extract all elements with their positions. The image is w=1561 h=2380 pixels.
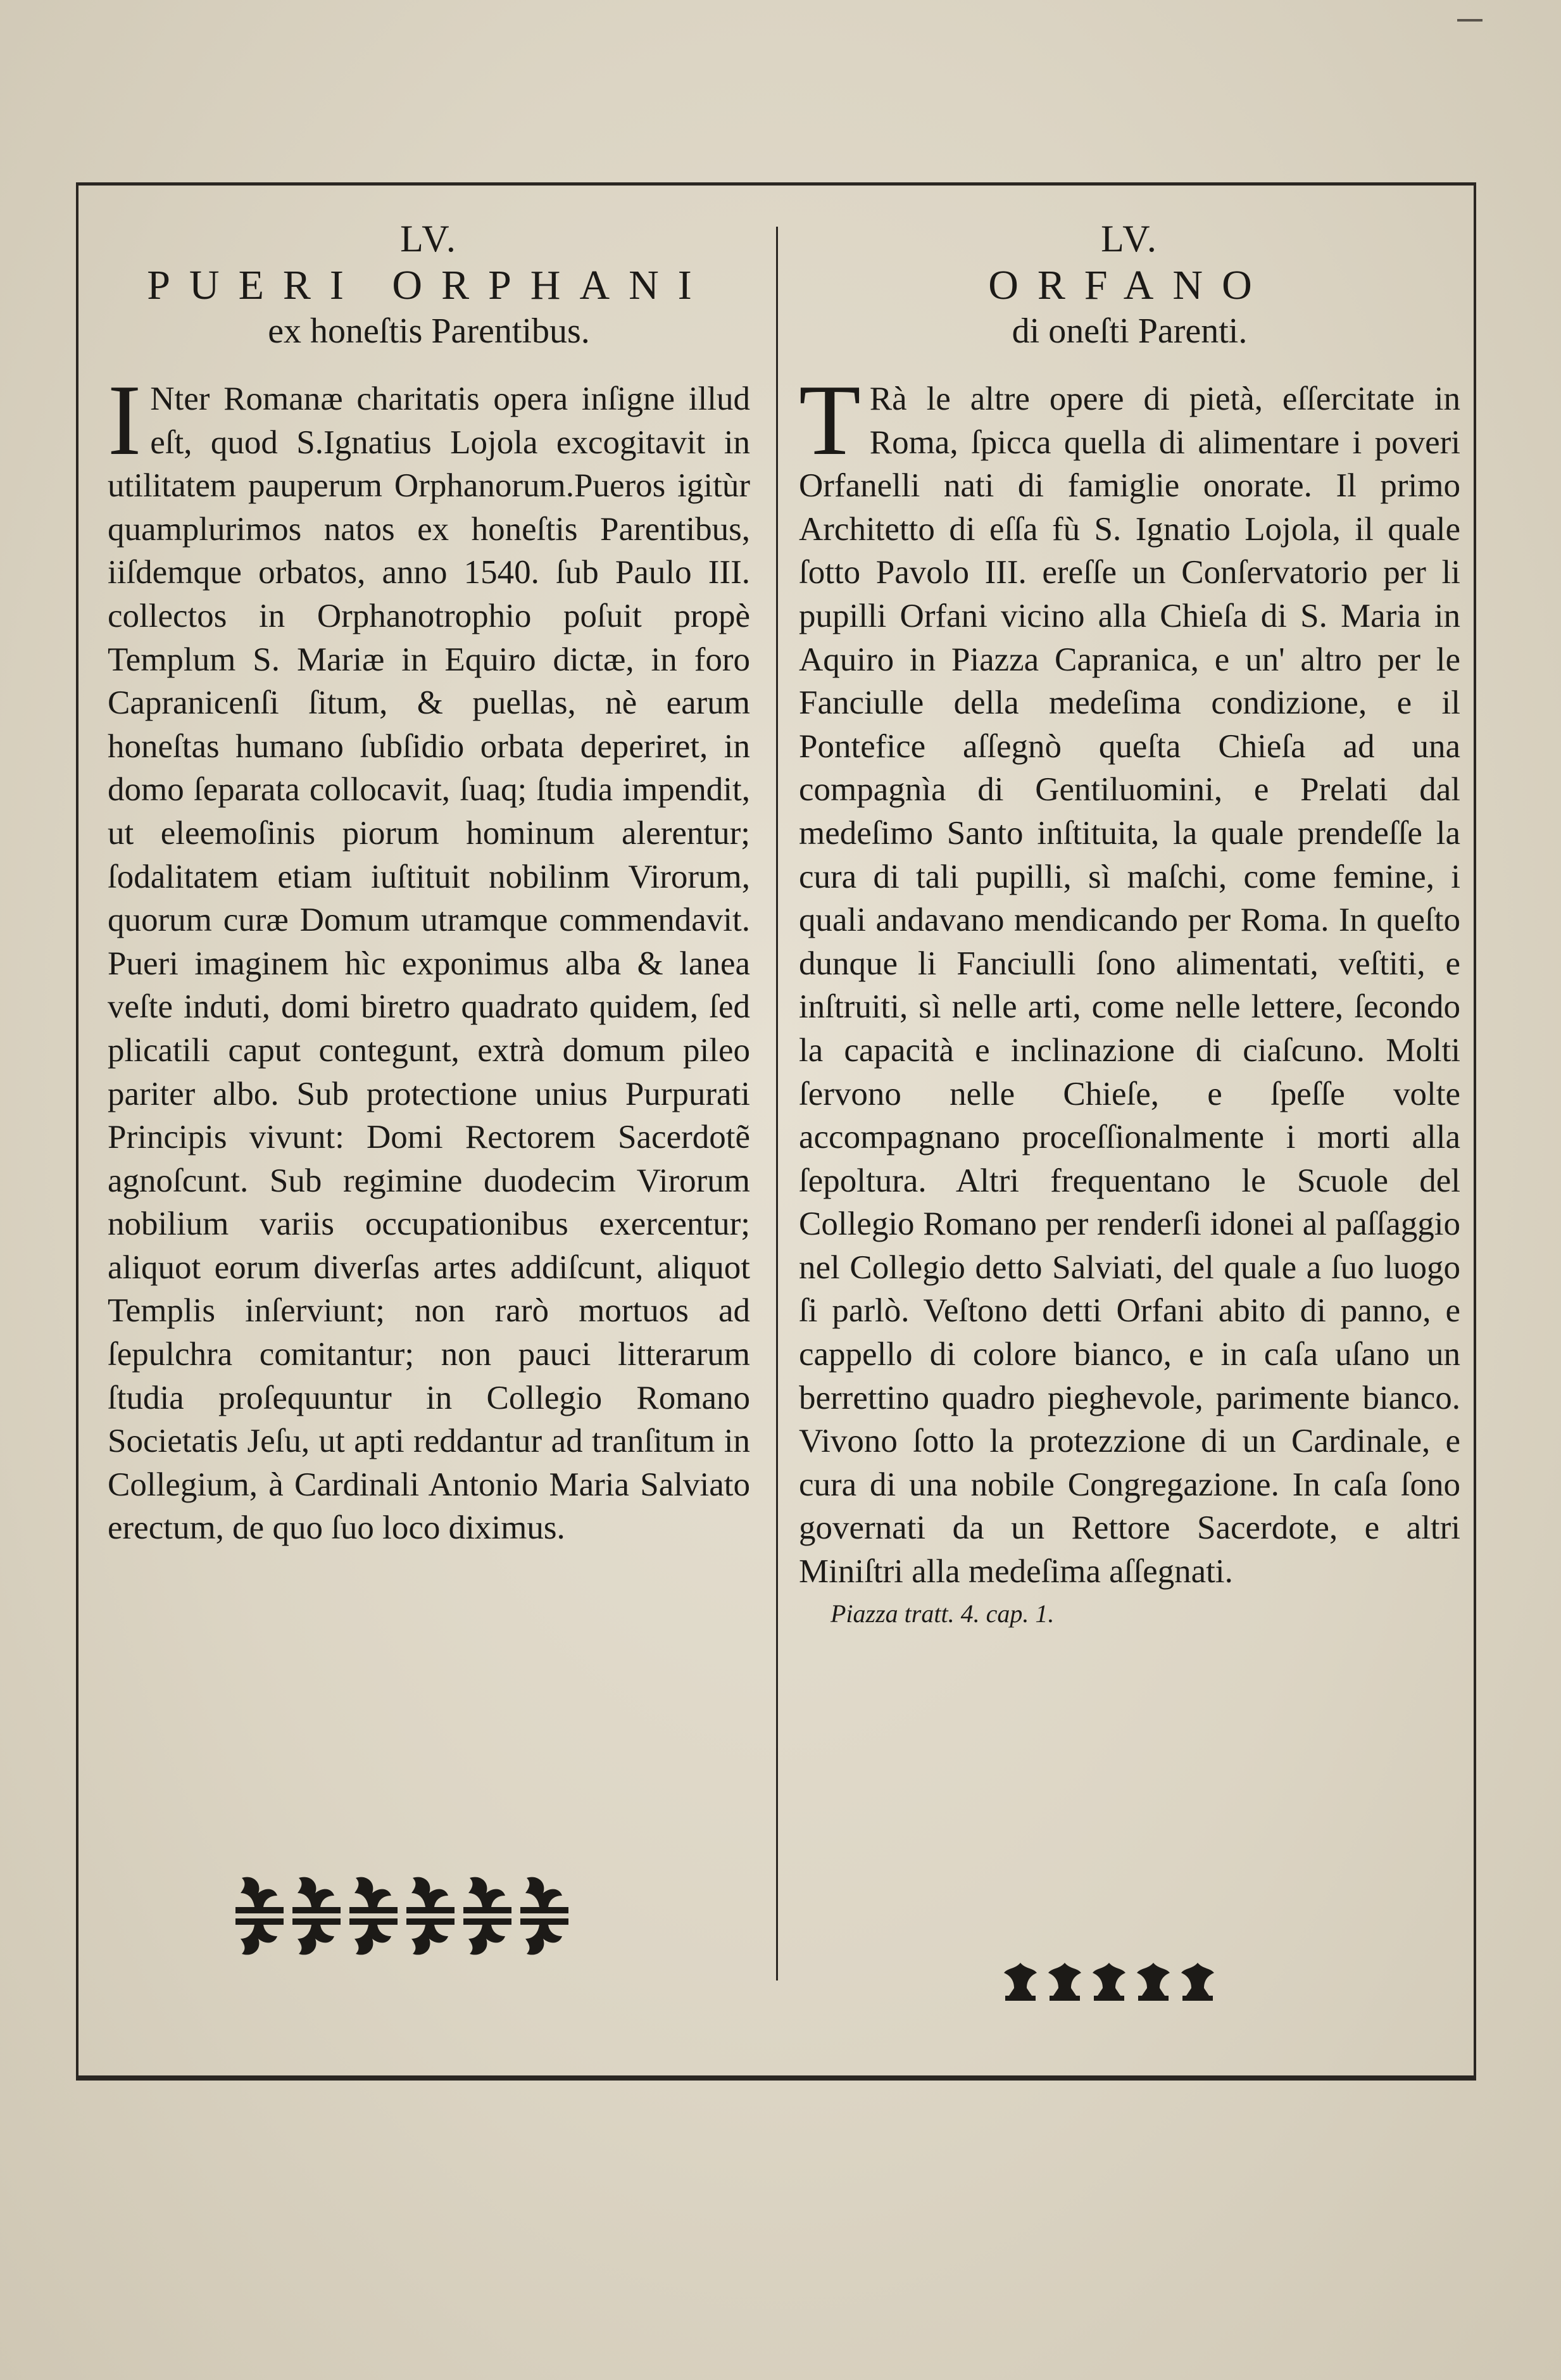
fleuron-ornament-icon: [235, 1874, 577, 1958]
section-subtitle: di oneſti Parenti.: [1012, 312, 1248, 351]
latin-column: [108, 215, 750, 1550]
section-subtitle: ex honeſtis Parentibus.: [268, 312, 590, 351]
latin-text: [108, 363, 750, 1550]
italian-text: [799, 363, 1460, 1594]
drop-cap: I: [108, 363, 142, 476]
fleuron-ornament-icon: [1001, 1963, 1218, 2002]
body-paragraph: Rà le altre opere di pietà, eſſercitate in Roma, ſpicca quella di alimentare i poveri Orfanelli nati di famiglie onorate. Il primo Architetto di eſſa fù S. Ignatio Lojola, il quale ſotto Pavolo III. ereſſe un Conſervatorio per li pupilli Orfani vicino alla Chieſa di S. Maria in Aquiro in Piazza Capranica, e un' altro per le Fanciulle della medeſima condizione, e il Pontefice aſſegnò queſta Chieſa ad una compagnìa di Gentiluomini, e Prelati dal medeſimo Santo inſtituita, la quale prendeſſe la cura di tali pupilli, sì maſchi, come femine, i quali andavano mendicando per Roma. In queſto dunque li Fanciulli ſono alimentati, veſtiti, e inſtruiti, sì nelle arti, come nelle lettere, ſecondo la capacità e inclinazione di ciaſcuno. Molti ſervono nelle Chieſe, e ſpeſſe volte accompagnano proceſſionalmente i morti alla ſepoltura. Altri frequentano le Scuole del Collegio Romano per renderſi idonei al paſſaggio nel Collegio detto Salviati, del quale a ſuo luogo ſi parlò. Veſtono detti Orfani abito di panno, e cappello di colore bianco, e in caſa uſano un berrettino quadro pieghevole, parimente bianco. Vivono ſotto la protezzione di un Cardinale, e cura di una nobile Congregazione. In caſa ſono governati da un Rettore Sacerdote, e altri Miniſtri alla medeſima aſſegnati.: [799, 381, 1460, 1590]
body-paragraph: Nter Romanæ charitatis opera inſigne illud eſt, quod S.Ignatius Lojola excogitavit in utilitatem pauperum Orphanorum.Pueros igitùr quamplurimos natos ex honeſtis Parentibus, iiſdemque orbatos, anno 1540. ſub Paulo III. collectos in Orphanotrophio poſuit propè Templum S. Mariæ in Equiro dictæ, in foro Capranicenſi ſitum, & puellas, nè earum honeſtas humano ſubſidio orbata deperiret, in domo ſeparata collocavit, ſuaq; ſtudia impendit, ut eleemoſinis piorum hominum alerentur; ſodalitatem etiam iuſtituit nobilinm Virorum, quorum curæ Domum utramque commendavit. Pueri imaginem hìc exponimus alba & lanea veſte induti, domi biretro quadrato quidem, ſed plicatili caput contegunt, extrà domum pileo pariter albo. Sub protectione unius Purpurati Principis vivunt: Domi Rectorem Sacerdotẽ agnoſcunt. Sub regimine duodecim Virorum nobilium variis occupationibus exercentur; aliquot eorum diverſas artes addiſcunt, aliquot Templis inſerviunt; non rarò mortuos ad ſepulchra comitantur; non pauci litterarum ſtudia proſequuntur in Collegio Romano Societatis Jeſu, ut apti reddantur ad tranſitum in Collegium, à Cardinali Antonio Maria Salviato erectum, de quo ſuo loco diximus.: [108, 381, 750, 1547]
section-title: ORFANO: [988, 262, 1271, 308]
source-citation: Piazza tratt. 4. cap. 1.: [831, 1599, 1055, 1628]
column-divider: [776, 227, 778, 1980]
section-title: PUERI ORPHANI: [147, 262, 711, 308]
section-number: LV.: [1101, 218, 1158, 260]
italian-column: [799, 215, 1460, 1633]
page-mark: [1457, 19, 1483, 22]
section-number: LV.: [400, 218, 458, 260]
drop-cap: T: [799, 363, 861, 476]
